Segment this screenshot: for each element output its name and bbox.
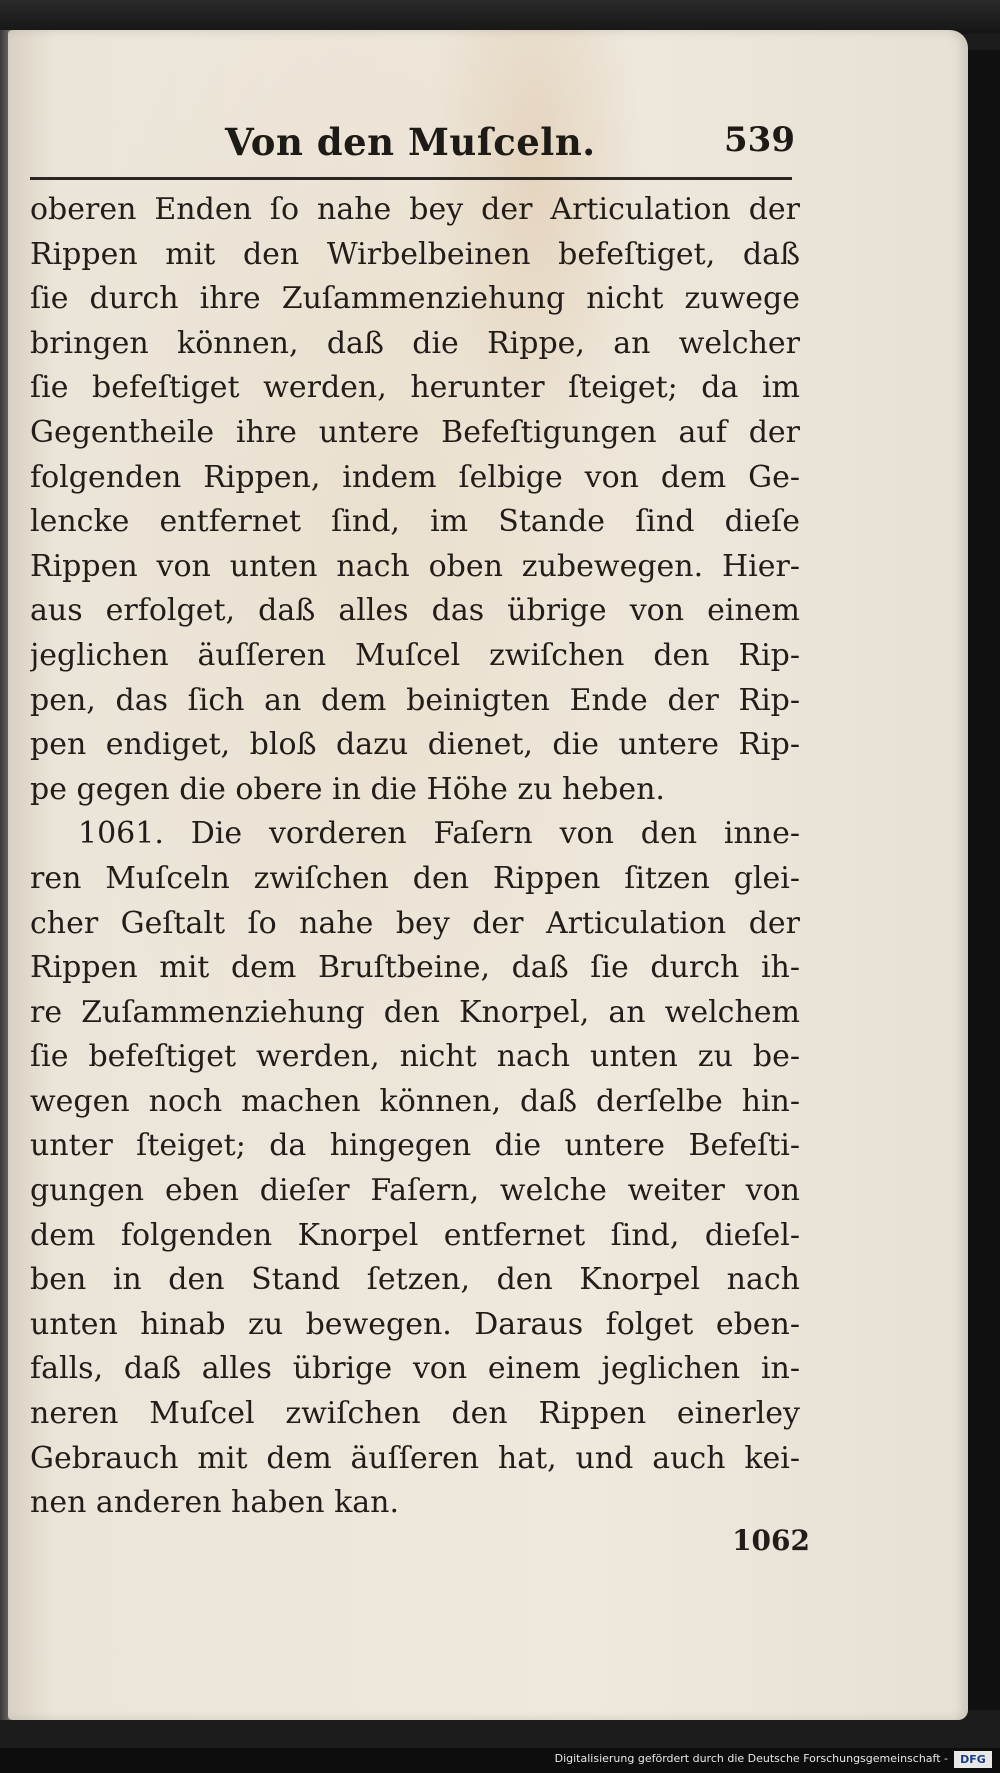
header-rule bbox=[30, 177, 792, 180]
paragraph-1061-start: 1061. Die vorderen Faſern von den inne- bbox=[78, 816, 800, 852]
scan-top-edge bbox=[0, 0, 1000, 34]
text-line: ben in den Stand ſetzen, den Knorpel nach bbox=[30, 1262, 800, 1298]
page-number: 539 bbox=[724, 120, 795, 160]
text-line: Rippen mit den Wirbelbeinen befeſtiget, daß bbox=[30, 236, 800, 272]
text-line: lencke entfernet ſind, im Stande ſind dieſe bbox=[30, 504, 800, 540]
text-line: nen anderen haben kan. bbox=[30, 1485, 399, 1521]
text-line: re Zuſammenziehung den Knorpel, an welchem bbox=[30, 994, 800, 1030]
text-line: Gebrauch mit dem äuſſeren hat, und auch kei- bbox=[30, 1440, 800, 1476]
text-line: ſie befeſtiget werden, nicht nach unten zu be- bbox=[30, 1039, 800, 1075]
text-line: unter ſteiget; da hingegen die untere Befeſti- bbox=[30, 1128, 800, 1164]
body-text bbox=[30, 188, 800, 1526]
text-line: Rippen von unten nach oben zubewegen. Hier- bbox=[30, 548, 800, 584]
text-line: oberen Enden ſo nahe bey der Articulation der bbox=[30, 192, 800, 227]
catchword: 1062 bbox=[732, 1524, 810, 1557]
text-line: pen endiget, bloß dazu dienet, die untere Rip- bbox=[30, 727, 800, 763]
scan-right-edge bbox=[968, 50, 1000, 1710]
footer-credit: Digitalisierung gefördert durch die Deutsche Forschungsgemeinschaft - bbox=[554, 1752, 948, 1765]
text-line: Rippen mit dem Bruſtbeine, daß ſie durch ih- bbox=[30, 950, 800, 986]
text-line: ren Muſceln zwiſchen den Rippen ſitzen glei- bbox=[30, 860, 800, 896]
text-line: bringen können, daß die Rippe, an welcher bbox=[30, 325, 800, 361]
text-line: unten hinab zu bewegen. Daraus folget eben- bbox=[30, 1306, 800, 1342]
text-line: gungen eben dieſer Faſern, welche weiter von bbox=[30, 1173, 800, 1209]
text-line: aus erfolget, daß alles das übrige von einem bbox=[30, 593, 800, 629]
text-line: ſie befeſtiget werden, herunter ſteiget; da im bbox=[30, 370, 800, 406]
text-line: jeglichen äuſſeren Muſcel zwiſchen den Rip- bbox=[30, 637, 800, 673]
dfg-logo-icon: DFG bbox=[954, 1751, 992, 1768]
running-head: Von den Muſceln. bbox=[225, 120, 596, 164]
text-line: neren Muſcel zwiſchen den Rippen einerley bbox=[30, 1396, 800, 1432]
text-line: Gegentheile ihre untere Befeſtigungen auf der bbox=[30, 414, 800, 450]
text-line: pen, das ſich an dem beinigten Ende der Rip- bbox=[30, 682, 800, 718]
text-line: falls, daß alles übrige von einem jeglichen in- bbox=[30, 1351, 800, 1387]
text-line: ſie durch ihre Zuſammenziehung nicht zuwege bbox=[30, 281, 800, 317]
page-header bbox=[30, 120, 795, 176]
text-line: pe gegen die obere in die Höhe zu heben. bbox=[30, 771, 665, 807]
text-line: wegen noch machen können, daß derſelbe hin- bbox=[30, 1083, 800, 1119]
text-line: dem folgenden Knorpel entfernet ſind, dieſel- bbox=[30, 1217, 800, 1253]
text-line: folgenden Rippen, indem ſelbige von dem Ge- bbox=[30, 459, 800, 495]
text-line: cher Geſtalt ſo nahe bey der Articulation der bbox=[30, 905, 800, 941]
